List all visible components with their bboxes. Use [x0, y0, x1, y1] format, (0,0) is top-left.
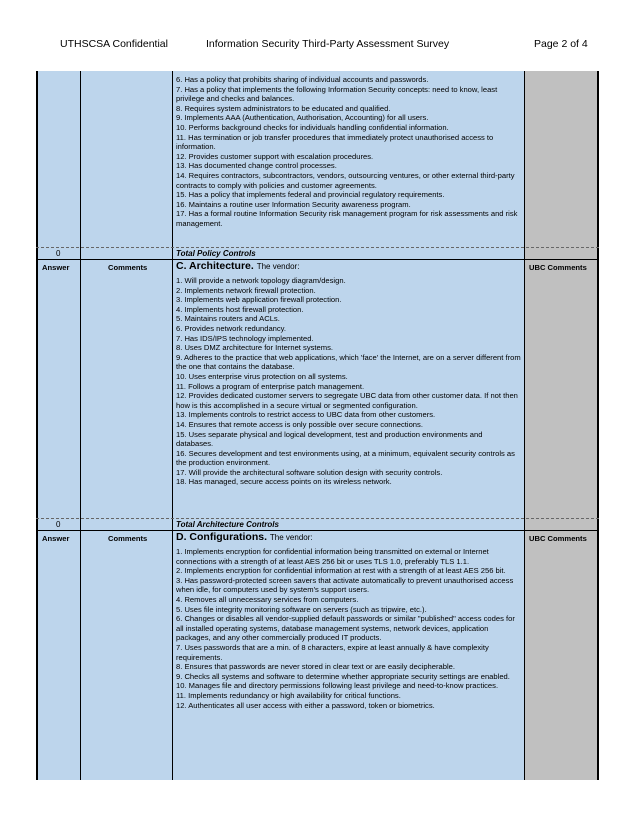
list-item: 5. Uses file integrity monitoring software on servers (such as tripwire, etc.).	[176, 604, 427, 614]
list-item: 14. Requires contractors, subcontractors, vendors, outsourcing ventures, or other external third-party contracts to comply with policies and customer agreements.	[176, 170, 515, 190]
list-item: 2. Implements encryption for confidential information at rest with a strength of at least AES 256 bit.	[176, 566, 506, 576]
list-item: 12. Provides customer support with escalation procedures.	[176, 151, 374, 161]
section-heading: D. Configurations.	[176, 531, 267, 543]
column-divider	[172, 71, 173, 780]
list-item: 3. Has password-protected screen savers that activate automatically to prevent unauthorised access when idle, for computers used by system's support users.	[176, 575, 514, 595]
architecture-total-value: 0	[56, 520, 61, 529]
list-item: 10. Uses enterprise virus protection on all systems.	[176, 371, 348, 381]
row-divider	[36, 530, 599, 531]
list-item: 18. Has managed, secure access points on its wireless network.	[176, 477, 392, 487]
ubc-comments-column	[525, 71, 599, 780]
section-heading: C. Architecture.	[176, 260, 254, 272]
list-item: 2. Implements network firewall protection.	[176, 285, 316, 295]
answer-header: Answer	[42, 534, 70, 543]
policy-total-value: 0	[56, 249, 61, 258]
table-border-right	[597, 71, 599, 780]
list-item: 16. Maintains a routine user Information Security awareness program.	[176, 199, 411, 209]
ubc-comments-header: UBC Comments	[529, 263, 587, 272]
list-item: 12. Provides dedicated customer servers to segregate UBC data from other customer data. If not then how is this accomplished in a secure virtual or segmented configuration.	[176, 391, 518, 410]
page-number: Page 2 of 4	[534, 38, 588, 50]
list-item: 14. Ensures that remote access is only possible over secure connections.	[176, 419, 423, 429]
list-item: 9. Checks all systems and software to determine whether appropriate security settings are enabled.	[176, 671, 510, 681]
ubc-comments-header: UBC Comments	[529, 534, 587, 543]
list-item: 13. Implements controls to restrict access to UBC data from other customers.	[176, 410, 436, 420]
comments-header: Comments	[108, 534, 148, 543]
policy-items	[176, 75, 521, 229]
list-item: 6. Provides network redundancy.	[176, 323, 287, 333]
row-divider	[36, 259, 599, 260]
list-item: 12. Authenticates all user access with either a password, token or biometrics.	[176, 700, 435, 710]
section-subheading: The vendor:	[269, 533, 313, 542]
table-border-left	[36, 71, 38, 780]
list-item: 15. Has a policy that implements federal and provincial regulatory requirements.	[176, 190, 445, 200]
list-item: 3. Implements web application firewall protection.	[176, 295, 342, 305]
list-item: 5. Maintains routers and ACLs.	[176, 314, 280, 324]
survey-table	[36, 71, 599, 780]
architecture-items	[176, 276, 521, 487]
row-divider	[36, 518, 599, 519]
list-item: 17. Will provide the architectural software solution design with security controls.	[176, 467, 443, 477]
list-item: 15. Uses separate physical and logical development, test and production environments and databases.	[176, 429, 483, 449]
list-item: 17. Has a formal routine Information Security risk management program for risk assessments and risk management.	[176, 209, 518, 228]
list-item: 16. Secures development and test environments using, at a minimum, equivalent security controls as the production environment.	[176, 448, 515, 468]
header-left: UTHSCSA Confidential	[60, 38, 168, 50]
list-item: 11. Follows a program of enterprise patch management.	[176, 381, 365, 391]
list-item: 11. Has termination or job transfer procedures that immediately protect unauthorised access to information.	[176, 132, 494, 152]
list-item: 7. Has a policy that implements the following Information Security concepts: need to know, least privilege and checks and balances.	[176, 84, 498, 104]
policy-total-label: Total Policy Controls	[176, 249, 256, 258]
list-item: 7. Has IDS/IPS technology implemented.	[176, 333, 314, 343]
configuration-items	[176, 547, 521, 710]
list-item: 10. Manages file and directory permissions following least privilege and need-to-know practices.	[176, 681, 499, 691]
column-divider	[80, 71, 81, 780]
answer-header: Answer	[42, 263, 70, 272]
list-item: 6. Has a policy that prohibits sharing of individual accounts and passwords.	[176, 75, 429, 84]
list-item: 8. Ensures that passwords are never stored in clear text or are easily decipherable.	[176, 662, 456, 672]
list-item: 9. Implements AAA (Authentication, Authorisation, Accounting) for all users.	[176, 113, 429, 123]
list-item: 1. Implements encryption for confidential information being transmitted on external or Internet connections with a strength of at least AES 256 bit or uses TLS 1.0, preferably TLS 1.1.	[176, 547, 489, 566]
list-item: 4. Implements host firewall protection.	[176, 304, 304, 314]
row-divider	[36, 247, 599, 248]
list-item: 11. Implements redundancy or high availability for critical functions.	[176, 690, 401, 700]
section-title-architecture	[176, 260, 299, 272]
list-item: 8. Uses DMZ architecture for Internet systems.	[176, 343, 333, 353]
list-item: 8. Requires system administrators to be educated and qualified.	[176, 103, 391, 113]
list-item: 9. Adheres to the practice that web applications, which 'face' the Internet, are on a server different from the one that contains the database.	[176, 352, 521, 372]
architecture-total-label: Total Architecture Controls	[176, 520, 279, 529]
section-title-configurations	[176, 531, 313, 543]
list-item: 4. Removes all unnecessary services from computers.	[176, 594, 359, 604]
section-subheading: The vendor:	[256, 262, 300, 271]
list-item: 1. Will provide a network topology diagram/design.	[176, 276, 346, 285]
header-title: Information Security Third-Party Assessment Survey	[206, 38, 450, 50]
column-divider	[524, 71, 525, 780]
comments-header: Comments	[108, 263, 148, 272]
list-item: 7. Uses passwords that are a min. of 8 characters, expire at least annually & have complexity requirements.	[176, 642, 489, 662]
list-item: 6. Changes or disables all vendor-supplied default passwords or similar "published" access codes for all installed operating systems, database management systems, network devices, application packages, and any other commercially produced IT products.	[176, 614, 515, 643]
list-item: 13. Has documented change control processes.	[176, 161, 337, 171]
list-item: 10. Performs background checks for individuals handling confidential information.	[176, 122, 449, 132]
answer-comments-column	[36, 71, 172, 780]
